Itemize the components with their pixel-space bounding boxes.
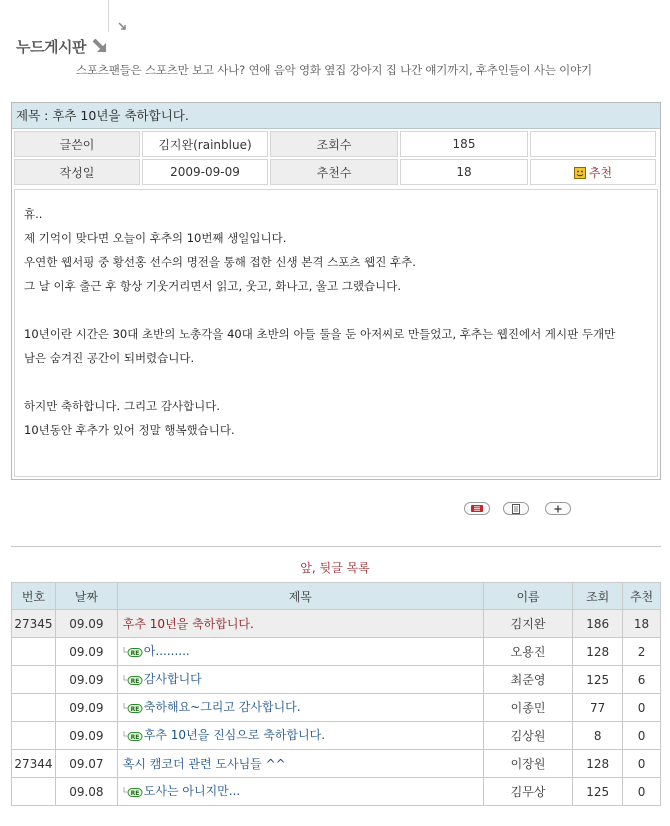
adjacent-posts-table xyxy=(11,582,661,806)
post-recommend-cell: 0 xyxy=(623,694,661,722)
post-date-cell: 09.07 xyxy=(55,750,117,778)
table-row[interactable] xyxy=(12,750,661,778)
post-body-line xyxy=(24,298,657,322)
corner-arrow-icon xyxy=(118,22,127,31)
table-row[interactable] xyxy=(12,610,661,638)
arrow-down-right-icon xyxy=(90,36,110,56)
post-author-cell: 이종민 xyxy=(483,694,573,722)
post-views-cell: 125 xyxy=(573,666,623,694)
empty-cell xyxy=(530,131,656,157)
plus-icon xyxy=(552,504,564,514)
post-body-line: 그 날 이후 출근 후 항상 기웃거리면서 읽고, 웃고, 화나고, 울고 그랬습니다. xyxy=(24,279,401,293)
post-date-cell: 09.09 xyxy=(55,638,117,666)
table-row[interactable] xyxy=(12,666,661,694)
post-author-cell: 이장원 xyxy=(483,750,573,778)
svg-text:RE: RE xyxy=(130,678,140,685)
header-subject: 제목 xyxy=(117,583,483,610)
views-label: 조회수 xyxy=(270,131,398,157)
reply-icon xyxy=(123,730,143,745)
post-link[interactable]: 혹시 캠코더 관련 도사님들 ^^ xyxy=(122,757,286,771)
post-link[interactable]: 축하해요~그리고 감사합니다. xyxy=(143,700,301,714)
post-author-cell: 김지완 xyxy=(483,610,573,638)
reply-button[interactable] xyxy=(503,502,529,515)
post-link[interactable]: 도사는 아니지만... xyxy=(143,784,241,798)
table-row[interactable] xyxy=(12,778,661,806)
post-subject-cell[interactable] xyxy=(117,722,483,750)
post-author-cell: 오용진 xyxy=(483,638,573,666)
svg-text:RE: RE xyxy=(130,706,140,713)
post-number-cell: 27345 xyxy=(12,610,56,638)
header-views: 조회 xyxy=(573,583,623,610)
list-section-title: 앞, 뒷글 목록 xyxy=(300,561,370,575)
table-row[interactable] xyxy=(12,638,661,666)
views-value: 185 xyxy=(400,131,528,157)
post-number-cell xyxy=(12,778,56,806)
post-date-cell: 09.09 xyxy=(55,610,117,638)
post-recommend-cell: 2 xyxy=(623,638,661,666)
post-body-line: 하지만 축하합니다. 그리고 감사합니다. xyxy=(24,399,221,413)
board-title: 누드게시판 xyxy=(16,38,86,56)
post-views-cell: 128 xyxy=(573,638,623,666)
post-subject-cell[interactable] xyxy=(117,750,483,778)
header-divider-line xyxy=(108,0,109,32)
post-subject-cell[interactable] xyxy=(117,638,483,666)
svg-text:RE: RE xyxy=(130,790,140,797)
header-name: 이름 xyxy=(483,583,573,610)
post-number-cell: 27344 xyxy=(12,750,56,778)
post-body-line xyxy=(24,370,657,394)
post-views-cell: 128 xyxy=(573,750,623,778)
post-subject-cell[interactable] xyxy=(117,694,483,722)
post-link[interactable]: 후추 10년을 축하합니다. xyxy=(122,617,254,631)
reply-icon xyxy=(123,702,143,717)
post-views-cell: 8 xyxy=(573,722,623,750)
post-subject-bar xyxy=(12,103,660,129)
post-body-line: 휴.. xyxy=(24,207,43,221)
date-value: 2009-09-09 xyxy=(142,159,268,185)
smiley-icon xyxy=(574,167,586,179)
post-link[interactable]: 감사합니다 xyxy=(143,672,202,686)
post-number-cell xyxy=(12,694,56,722)
post-recommend-cell: 18 xyxy=(623,610,661,638)
post-subject: 후추 10년을 축하합니다. xyxy=(52,108,189,123)
post-author-cell: 김상원 xyxy=(483,722,573,750)
post-views-cell: 77 xyxy=(573,694,623,722)
section-divider xyxy=(11,546,661,547)
recommend-button[interactable] xyxy=(530,159,656,185)
post-body-line: 10년동안 후추가 있어 정말 행복했습니다. xyxy=(24,423,235,437)
post-date-cell: 09.09 xyxy=(55,666,117,694)
author-value: 김지완(rainblue) xyxy=(142,131,268,157)
header-recommend: 추천 xyxy=(623,583,661,610)
svg-text:RE: RE xyxy=(130,734,140,741)
post-subject-cell[interactable] xyxy=(117,610,483,638)
list-icon xyxy=(469,504,485,513)
document-icon xyxy=(510,504,522,514)
reply-icon xyxy=(123,674,143,689)
post-views-cell: 186 xyxy=(573,610,623,638)
post-body-line: 남은 숨겨진 공간이 되버렸습니다. xyxy=(24,351,195,365)
post-recommend-cell: 6 xyxy=(623,666,661,694)
post-views-cell: 125 xyxy=(573,778,623,806)
post-subject-cell[interactable] xyxy=(117,778,483,806)
post-date-cell: 09.08 xyxy=(55,778,117,806)
post-meta-table xyxy=(12,129,658,187)
author-label: 글쓴이 xyxy=(14,131,140,157)
reply-icon xyxy=(123,786,143,801)
post-body xyxy=(14,189,658,477)
header-no: 번호 xyxy=(12,583,56,610)
post-recommend-cell: 0 xyxy=(623,750,661,778)
post-date-cell: 09.09 xyxy=(55,722,117,750)
board-description: 스포츠팬들은 스포츠만 보고 사나? 연애 음악 영화 옆집 강아지 집 나간 얘기까지, 후추인들이 사는 이야기 xyxy=(76,63,592,77)
post-body-line: 제 기억이 맞다면 오늘이 후추의 10번째 생일입니다. xyxy=(24,231,287,245)
post-number-cell xyxy=(12,722,56,750)
recommend-label: 추천 xyxy=(588,165,613,180)
reply-icon xyxy=(123,646,143,661)
post-body-line: 우연한 웹서핑 중 황선홍 선수의 명전을 통해 접한 신생 본격 스포츠 웹진 후추. xyxy=(24,255,416,269)
post-number-cell xyxy=(12,666,56,694)
date-label: 작성일 xyxy=(14,159,140,185)
post-link[interactable]: 후추 10년을 진심으로 축하합니다. xyxy=(143,728,326,742)
post-date-cell: 09.09 xyxy=(55,694,117,722)
post-number-cell xyxy=(12,638,56,666)
header-date: 날짜 xyxy=(55,583,117,610)
subject-label: 제목 : xyxy=(16,108,53,123)
post-link[interactable]: 아......... xyxy=(143,644,190,658)
recommend-count-value: 18 xyxy=(400,159,528,185)
post-body-line: 10년이란 시간은 30대 초반의 노총각을 40대 초반의 아들 둘을 둔 아저씨로 만들었고, 후추는 웹진에서 게시판 두개만 xyxy=(24,327,616,341)
recommend-count-label: 추천수 xyxy=(270,159,398,185)
table-row[interactable] xyxy=(12,722,661,750)
svg-text:RE: RE xyxy=(130,650,140,657)
post-view xyxy=(11,102,661,480)
table-row[interactable] xyxy=(12,694,661,722)
post-subject-cell[interactable] xyxy=(117,666,483,694)
post-recommend-cell: 0 xyxy=(623,722,661,750)
post-author-cell: 김무상 xyxy=(483,778,573,806)
write-button[interactable] xyxy=(545,502,571,515)
post-recommend-cell: 0 xyxy=(623,778,661,806)
list-button[interactable] xyxy=(464,502,490,515)
post-author-cell: 최준영 xyxy=(483,666,573,694)
